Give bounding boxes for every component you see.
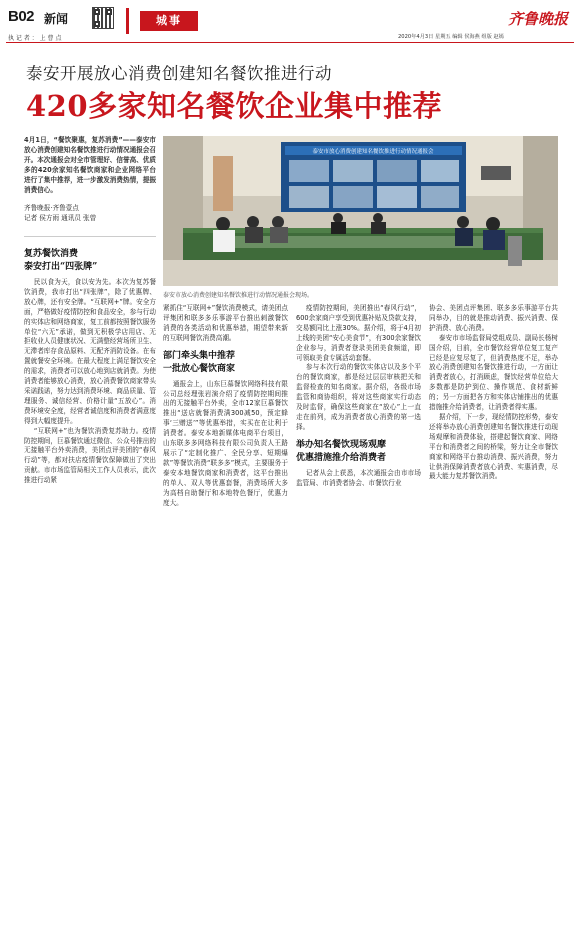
column-3-para-2: 参与本次行动的餐饮实体店以及多个平台的餐饮商家，都是经过层层审核把关和监督检查的知名商家。据介绍，各级市场监管和商协组织，将对这些商家实行动态及时监督，确保这些商家在“放心”上一直走在前列，成为消费者放心消费的第一选择。 bbox=[296, 363, 421, 431]
screen-banner: 泰安市放心消费创建知名餐饮推进行动情况通报会 bbox=[312, 149, 434, 155]
article-column-2 bbox=[163, 304, 288, 508]
byline bbox=[24, 204, 156, 224]
masthead-logo: 齐鲁晚报 bbox=[507, 10, 568, 28]
column-1-para-2: “互联网+”也为餐饮消费复苏助力。疫情防控期间，巨慕餐饮通过微信、公众号推出的无接触平台外卖消费，美团点评美团的“春风行动”等，都对扶店疫情餐饮保障做出了突出贡献。市市场监管局相关工作人员表示，此次推进行动紧 bbox=[24, 426, 156, 485]
meeting-photo-illustration bbox=[163, 136, 558, 286]
page-header bbox=[6, 6, 574, 42]
article-column-1 bbox=[24, 248, 156, 486]
photo-caption: 泰安市放心消费创建知名餐饮推进行动情况通报会现场。 bbox=[163, 292, 314, 299]
headline: 420多家知名餐饮企业集中推荐 bbox=[26, 89, 443, 123]
column-4-para-1: 泰安市市场监督局党组成员、副局长杨树国介绍，目前，全市餐饮经营单位复工复产已经是应复尽复了，但消费热度不足，举办放心消费创建知名餐饮推进行动，一方面让消费者放心，打消顾虑，餐饮经营单位给大多数都是防护到位、操作规范、食材新鲜的；另一方面把各方和实体店铺推出的优惠措施推介给消费者，让消费者得实惠。 bbox=[429, 333, 558, 412]
news-photo bbox=[163, 136, 558, 286]
section-name: 新闻 bbox=[44, 12, 69, 26]
article-column-3 bbox=[296, 304, 421, 489]
section-subheading-2: 一批放心餐饮商家 bbox=[163, 363, 236, 374]
section-subheading-1: 泰安打出“四张牌” bbox=[24, 262, 98, 272]
date-meta: 2020年4月3日 星期五 编辑 侯海燕 组版 赵嫣 bbox=[398, 34, 504, 40]
column-3-para-3: 记者从会上获悉，本次通报会由市市场监管局、市消费者协会、市餐饮行业 bbox=[296, 468, 421, 487]
page-number: B02 bbox=[8, 8, 35, 25]
section-heading-3: 举办知名餐饮现场观摩 bbox=[296, 439, 387, 450]
subheadline: 泰安开展放心消费创建知名餐饮推进行动 bbox=[26, 64, 332, 83]
column-1-para-1: 民以食为天，食以安为先。本次为复苏餐饮消费，我市打出“四张牌”，除了优惠牌、放心牌，还有安全牌。“互联网+”牌。安全方面，严格做好疫情防控和食品安全，参与行动的实体店和网络商家，复工前都按照餐饮服务单位“六无”承诺，做到无积极学店用店、无拒收业人员健康状况、无满整经营场所卫生、无滞者库存食品原料、无配齐消防设备。在布置就餐安全环境。在最大程度上满足餐饮安全的需求，消费者可以放心地到店就消费。为使消费者能够放心消费，放心消费餐饮商家带头采诺践诺，努力达到消费环境、商品质量、管理服务、诚信经营、价格计量“五放心”。消费环境安全度，经营者诚信度和消费者满意度得到大幅度提升。 bbox=[24, 278, 156, 425]
byline-outlet: 齐鲁晚报·齐鲁壹点 bbox=[24, 204, 79, 212]
tag-accent-bar bbox=[126, 8, 129, 34]
column-3-para-1: 疫情防控期间，美团推出“春风行动”，600余家商户享受到优惠补贴及贷款支持，交易额同比上涨30%。据介绍，将于4月初上线的美团“安心美食节”，有300余家餐饮企业参与，消费者登录美团美食频道，即可领取美食专属活动套餐。 bbox=[296, 304, 421, 362]
section-heading-2: 部门牵头集中推荐 bbox=[163, 350, 236, 361]
column-2-para-1: 通报会上，山东巨慕餐饮网络科技有限公司总经理张岩演介绍了疫情防控期间推出的无接触平台外卖，全市12家巨慕餐饮推出“送店就餐消费满300减50，预定蜂事‘三赠送’”等优惠举措，实买在在让利于消费者。泰安本地新媒体电商平台项目，山东联多多网络科技有限公司负责人王路展示了“定制化推广、全民分享、短期爆款”等餐饮消费“联多多”模式，主要服务于泰安本地餐饮商家和消费者，这平台推出的单人、双人等优惠套餐，消费场所大多为高档自助餐厅和本地特色餐厅，优惠力度大。 bbox=[163, 379, 288, 507]
column-2-para-0: 紧抓住“互联网+”餐饮消费模式，请美团点评集团和联多多乐事游平台推出刺激餐饮消费的各类活动和优惠举措，期望带来新的互联网餐饮消费高潮。 bbox=[163, 304, 288, 342]
lead-divider bbox=[24, 236, 156, 237]
header-divider bbox=[6, 42, 574, 43]
section-heading-1: 复苏餐饮消费 bbox=[24, 249, 79, 259]
column-4-para-2: 据介绍，下一步，现经情防控形势，泰安还将举办放心消费创建知名餐饮推进行动现场观摩和消费体验，搭建起餐饮商家、网络平台和消费者之间的桥梁，努力让全市餐饮商家和网络平台推动消费、振兴消费，努力让供消保障消费者放心消费、实惠消费，尽最大能力复苏餐饮消费。 bbox=[429, 412, 558, 481]
editors-line: 执 记 者 ： 上 曹 点 bbox=[8, 35, 62, 42]
column-4-para-0: 协会、美团点评集团、联多多乐事游平台共同举办，目的就是推动消费、振兴消费、保护消费、放心消费。 bbox=[429, 304, 558, 332]
byline-reporters: 记者 侯方雨 通讯员 张曾 bbox=[24, 213, 97, 222]
lead-paragraph: 4月1日，“餐饮聚惠，复苏消费”——泰安市放心消费创建知名餐饮推进行动情况通报会召开。本次通报会对全市管理好、信誉高、优质多的420余家知名餐饮商家和企业网络平台进行了集中推荐，进一步激发消费热情，提振消费信心。 bbox=[24, 136, 156, 194]
article-column-4 bbox=[429, 304, 558, 482]
section-subheading-3: 优惠措施推介给消费者 bbox=[296, 452, 387, 463]
column-tag: 城事 bbox=[140, 11, 198, 31]
qr-code-icon bbox=[92, 7, 114, 29]
